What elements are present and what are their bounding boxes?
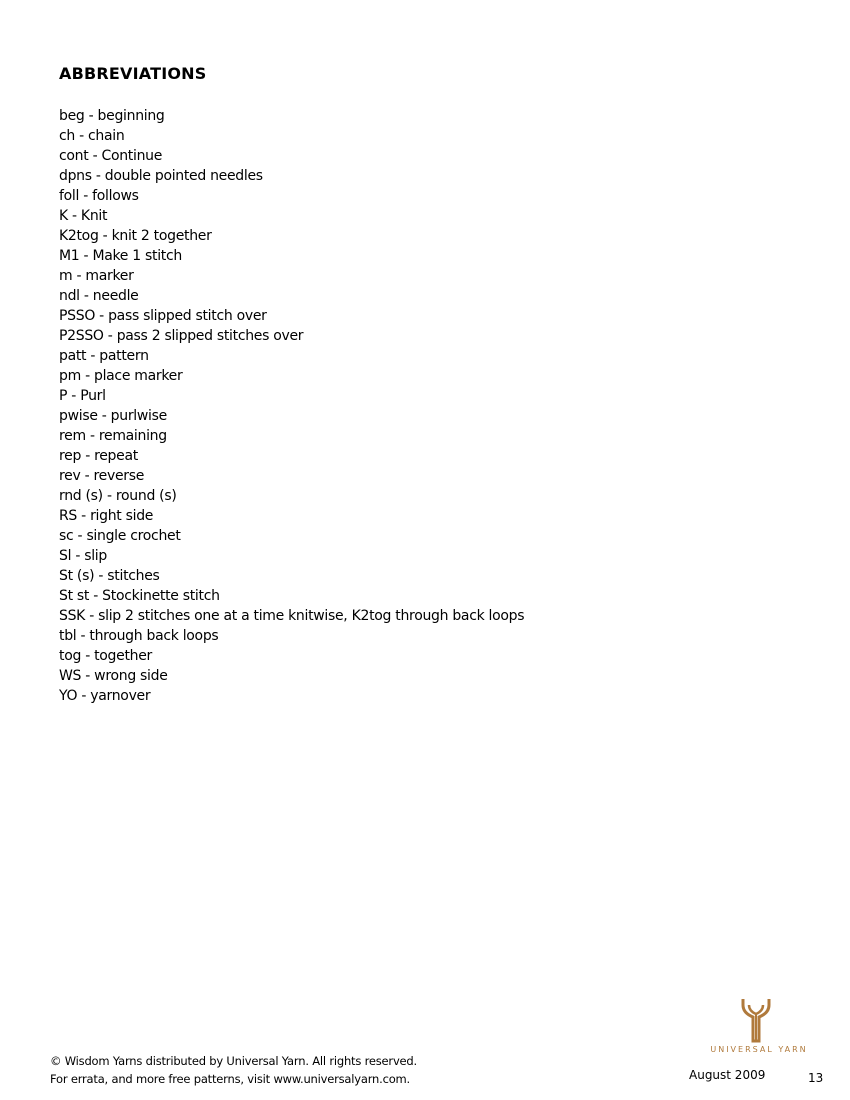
abbreviation-item: P - Purl xyxy=(59,388,106,404)
abbreviation-item: dpns - double pointed needles xyxy=(59,168,263,184)
abbreviation-item: St st - Stockinette stitch xyxy=(59,588,220,604)
abbreviation-item: patt - pattern xyxy=(59,348,149,364)
yarn-logo-icon xyxy=(740,997,772,1043)
abbreviation-item: YO - yarnover xyxy=(59,688,151,704)
abbreviation-item: foll - follows xyxy=(59,188,139,204)
abbreviation-item: K2tog - knit 2 together xyxy=(59,228,212,244)
abbreviation-item: M1 - Make 1 stitch xyxy=(59,248,182,264)
abbreviation-item: tog - together xyxy=(59,648,152,664)
abbreviation-item: ch - chain xyxy=(59,128,125,144)
abbreviation-item: SSK - slip 2 stitches one at a time knitwise, K2tog through back loops xyxy=(59,608,525,624)
abbreviation-item: rem - remaining xyxy=(59,428,167,444)
abbreviation-item: St (s) - stitches xyxy=(59,568,160,584)
universal-yarn-logo xyxy=(700,997,818,1057)
footer-copyright-block xyxy=(50,1052,417,1088)
publication-date: August 2009 xyxy=(689,1068,766,1082)
copyright-text: © Wisdom Yarns distributed by Universal Yarn. All rights reserved. xyxy=(50,1054,417,1068)
abbreviation-item: P2SSO - pass 2 slipped stitches over xyxy=(59,328,304,344)
abbreviation-item: RS - right side xyxy=(59,508,154,524)
abbreviation-item: m - marker xyxy=(59,268,134,284)
page-number: 13 xyxy=(808,1071,824,1085)
abbreviation-item: cont - Continue xyxy=(59,148,163,164)
abbreviation-item: PSSO - pass slipped stitch over xyxy=(59,308,267,324)
abbreviations-list xyxy=(59,106,524,706)
abbreviation-item: rep - repeat xyxy=(59,448,138,464)
abbreviation-item: Sl - slip xyxy=(59,548,107,564)
abbreviation-item: ndl - needle xyxy=(59,288,139,304)
abbreviation-item: rnd (s) - round (s) xyxy=(59,488,177,504)
abbreviation-item: sc - single crochet xyxy=(59,528,181,544)
page-heading: ABBREVIATIONS xyxy=(59,64,207,83)
abbreviation-item: K - Knit xyxy=(59,208,108,224)
abbreviation-item: tbl - through back loops xyxy=(59,628,219,644)
abbreviation-item: pm - place marker xyxy=(59,368,183,384)
abbreviation-item: pwise - purlwise xyxy=(59,408,167,424)
abbreviation-item: WS - wrong side xyxy=(59,668,168,684)
errata-text: For errata, and more free patterns, visit www.universalyarn.com. xyxy=(50,1072,411,1086)
logo-wordmark: UNIVERSAL YARN xyxy=(710,1045,808,1054)
abbreviation-item: beg - beginning xyxy=(59,108,165,124)
abbreviation-item: rev - reverse xyxy=(59,468,145,484)
